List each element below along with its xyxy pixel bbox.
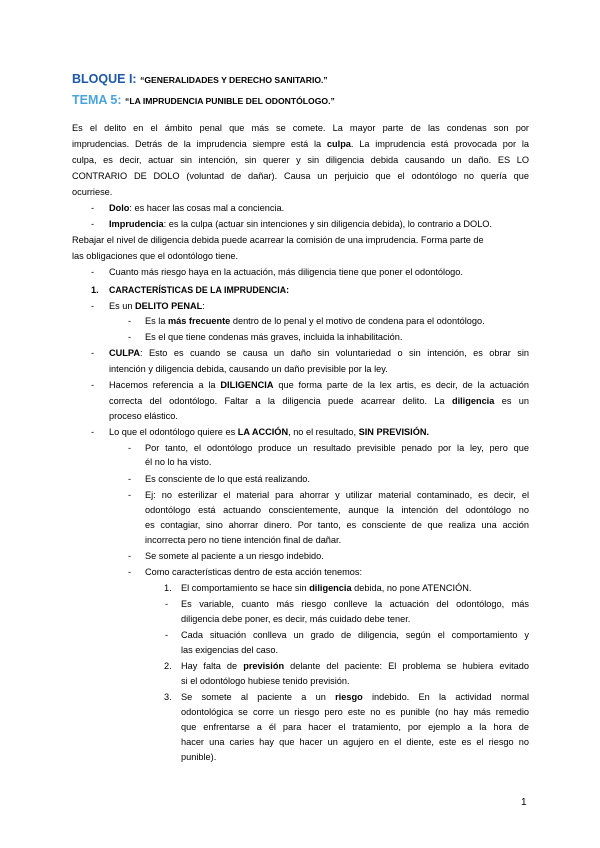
accion-sub-3-line-1: Ej: no esterilizar el material para ahorrar y utilizar material contaminado, es decir, el bbox=[145, 490, 529, 500]
bullet-dash: - bbox=[128, 443, 132, 453]
page-number: 1 bbox=[521, 797, 527, 808]
diligencia-text: que forma parte de la lex artis, es decir, de la actuación bbox=[273, 380, 529, 390]
item-number: 3. bbox=[164, 692, 172, 702]
section-title: CARACTERÍSTICAS DE LA IMPRUDENCIA: bbox=[109, 285, 290, 295]
accion-text: , no el resultado, bbox=[288, 427, 359, 437]
bullet-dash: - bbox=[91, 219, 95, 229]
delito-text: dentro de lo penal y el motivo de condena para el odontólogo. bbox=[230, 316, 485, 326]
delito-text: : bbox=[202, 301, 205, 311]
intro-bold-culpa: culpa bbox=[326, 139, 351, 149]
culpa-term: CULPA bbox=[109, 348, 140, 358]
caracteristica-1-sub-1-line-2: diligencia debe poner, es decir, más cuidado debe tener. bbox=[181, 614, 411, 624]
bullet-dash: - bbox=[91, 267, 95, 277]
culpa-line-1 bbox=[109, 347, 529, 359]
accion-text: Lo que el odontólogo quiere es bbox=[109, 427, 238, 437]
delito-term: DELITO PENAL bbox=[135, 301, 203, 311]
intro-line-5: ocurriese. bbox=[72, 187, 113, 197]
accion-sub-2: Es consciente de lo que está realizando. bbox=[145, 474, 310, 484]
item-number: 1. bbox=[164, 583, 172, 593]
bloque-label: BLOQUE I: bbox=[72, 72, 137, 86]
tema-label: TEMA 5: bbox=[72, 93, 122, 107]
caracteristica-bold: riesgo bbox=[335, 692, 363, 702]
culpa-text: : Esto es cuando se causa un daño sin voluntariedad o sin intención, es obrar sin bbox=[139, 348, 529, 358]
accion-sub-3-line-3: es contagiar, sino ahorrar dinero. Por tanto, es consciente de que realiza una acción bbox=[145, 520, 529, 530]
culpa-line-2: intención y diligencia debida, causando un daño previsible por la ley. bbox=[109, 364, 388, 374]
para2-line-2: las obligaciones que el odontólogo tiene. bbox=[72, 251, 239, 261]
accion-bold: LA ACCIÓN bbox=[237, 427, 289, 437]
def-dolo bbox=[109, 202, 284, 214]
def-text: : es hacer las cosas mal a conciencia. bbox=[129, 203, 285, 213]
diligencia-text: correcta del odontólogo. Faltar a la diligencia puede acarrear delito. La bbox=[109, 396, 452, 406]
caracteristica-1-sub-2-line-1: Cada situación conlleva un grado de diligencia, según el comportamiento y bbox=[181, 630, 529, 640]
bullet-dash: - bbox=[128, 490, 132, 500]
riesgo-item: Cuanto más riesgo haya en la actuación, más diligencia tiene que poner el odontólogo. bbox=[109, 267, 463, 277]
section-number: 1. bbox=[91, 285, 99, 295]
diligencia-line-2 bbox=[109, 395, 529, 407]
caracteristica-text: Hay falta de bbox=[181, 661, 244, 671]
accion-sub-1-line-1: Por tanto, el odontólogo produce un resultado previsible penado por la ley, pero que bbox=[145, 443, 529, 453]
caracteristica-1-sub-2-line-2: las exigencias del caso. bbox=[181, 645, 279, 655]
diligencia-bold: diligencia bbox=[451, 396, 495, 406]
caracteristica-text: El comportamiento se hace sin bbox=[181, 583, 310, 593]
caracteristica-3-line-2: odontológica se corre un riesgo pero este no es punible (no hay más remedio bbox=[181, 707, 529, 717]
intro-line-2 bbox=[72, 138, 529, 150]
caracteristica-3-line-1 bbox=[181, 691, 529, 703]
def-imprudencia bbox=[109, 218, 492, 230]
intro-line-3: culpa, es decir, actuar sin intención, sin querer y sin diligencia debida causando un daño. ES LO bbox=[72, 155, 529, 165]
caracteristica-3-line-5: punible). bbox=[181, 752, 217, 762]
bullet-dash: - bbox=[91, 301, 95, 311]
delito-text: Es la bbox=[145, 316, 168, 326]
caracteristica-1-sub-1-line-1: Es variable, cuanto más riesgo conlleve la actuación del odontólogo, más bbox=[181, 599, 529, 609]
caracteristica-text: delante del paciente: El problema se hubiera evitado bbox=[284, 661, 529, 671]
caracteristica-bold: previsión bbox=[243, 661, 285, 671]
item-number: 2. bbox=[164, 661, 172, 671]
diligencia-line-1 bbox=[109, 379, 529, 391]
caracteristica-text: debida, no pone ATENCIÓN. bbox=[351, 583, 472, 593]
def-text: : es la culpa (actuar sin intenciones y sin diligencia debida), lo contrario a DOLO. bbox=[163, 219, 493, 229]
delito-sub-2: Es el que tiene condenas más graves, incluida la inhabilitación. bbox=[145, 332, 403, 342]
def-term: Imprudencia bbox=[109, 219, 164, 229]
accion-sub-3-line-2: odontólogo está actuando conscientemente, aunque la intención del odontólogo no bbox=[145, 505, 529, 515]
def-term: Dolo bbox=[109, 203, 130, 213]
caracteristica-3-line-4: hacer una caries hay que hacer un agujero en el diente, este es el riesgo no bbox=[181, 737, 529, 747]
accion-item bbox=[109, 426, 429, 438]
bullet-dash: - bbox=[128, 332, 132, 342]
intro-text: imprudencias. Detrás de la imprudencia siempre está la bbox=[72, 139, 327, 149]
intro-line-1: Es el delito en el ámbito penal que más se comete. La mayor parte de las condenas son por bbox=[72, 123, 529, 133]
accion-sub-1-line-2: él no lo ha visto. bbox=[145, 457, 212, 467]
caracteristica-2-line-2: si el odontólogo hubiese tenido previsión. bbox=[181, 676, 350, 686]
diligencia-term: DILIGENCIA bbox=[220, 380, 274, 390]
accion-sub-3-line-4: incorrecta pero no tiene intención final de dañar. bbox=[145, 535, 342, 545]
tema-heading bbox=[72, 94, 335, 107]
delito-bold: más frecuente bbox=[167, 316, 231, 326]
bloque-heading bbox=[72, 73, 328, 86]
caracteristica-1 bbox=[181, 582, 471, 594]
diligencia-text: es un bbox=[494, 396, 529, 406]
caracteristica-3-line-3: que enfrentarse a él para hacer el tratamiento, por ejemplo a la hora de bbox=[181, 722, 529, 732]
bullet-dash: - bbox=[165, 630, 169, 640]
bullet-dash: - bbox=[128, 567, 132, 577]
bullet-dash: - bbox=[128, 551, 132, 561]
caracteristica-text: indebido. En la actividad normal bbox=[362, 692, 529, 702]
bullet-dash: - bbox=[128, 316, 132, 326]
diligencia-text: Hacemos referencia a la bbox=[109, 380, 221, 390]
bullet-dash: - bbox=[91, 427, 95, 437]
delito-sub-1 bbox=[145, 315, 485, 327]
bloque-title: “GENERALIDADES Y DERECHO SANITARIO.” bbox=[140, 75, 328, 85]
bullet-dash: - bbox=[165, 599, 169, 609]
caracteristica-bold: diligencia bbox=[309, 583, 352, 593]
accion-bold: SIN PREVISIÓN. bbox=[358, 427, 430, 437]
delito-text: Es un bbox=[109, 301, 136, 311]
bullet-dash: - bbox=[128, 474, 132, 484]
caracteristica-2-line-1 bbox=[181, 660, 529, 672]
para2-line-1: Rebajar el nivel de diligencia debida puede acarrear la comisión de una imprudencia. Forma parte de bbox=[72, 235, 484, 245]
caracteristica-text: Se somete al paciente a un bbox=[181, 692, 336, 702]
bullet-dash: - bbox=[91, 203, 95, 213]
bullet-dash: - bbox=[91, 380, 95, 390]
tema-title: “LA IMPRUDENCIA PUNIBLE DEL ODONTÓLOGO.” bbox=[125, 96, 335, 106]
delito-item bbox=[109, 300, 205, 312]
intro-line-4: CONTRARIO DE DOLO (voluntad de dañar). Causa un perjuicio que el odontólogo no quería que bbox=[72, 171, 529, 181]
accion-sub-5: Como características dentro de esta acción tenemos: bbox=[145, 567, 363, 577]
intro-text: . La imprudencia está provocada por la bbox=[350, 139, 529, 149]
diligencia-line-3: proceso elástico. bbox=[109, 411, 178, 421]
accion-sub-4: Se somete al paciente a un riesgo indebido. bbox=[145, 551, 324, 561]
bullet-dash: - bbox=[91, 348, 95, 358]
